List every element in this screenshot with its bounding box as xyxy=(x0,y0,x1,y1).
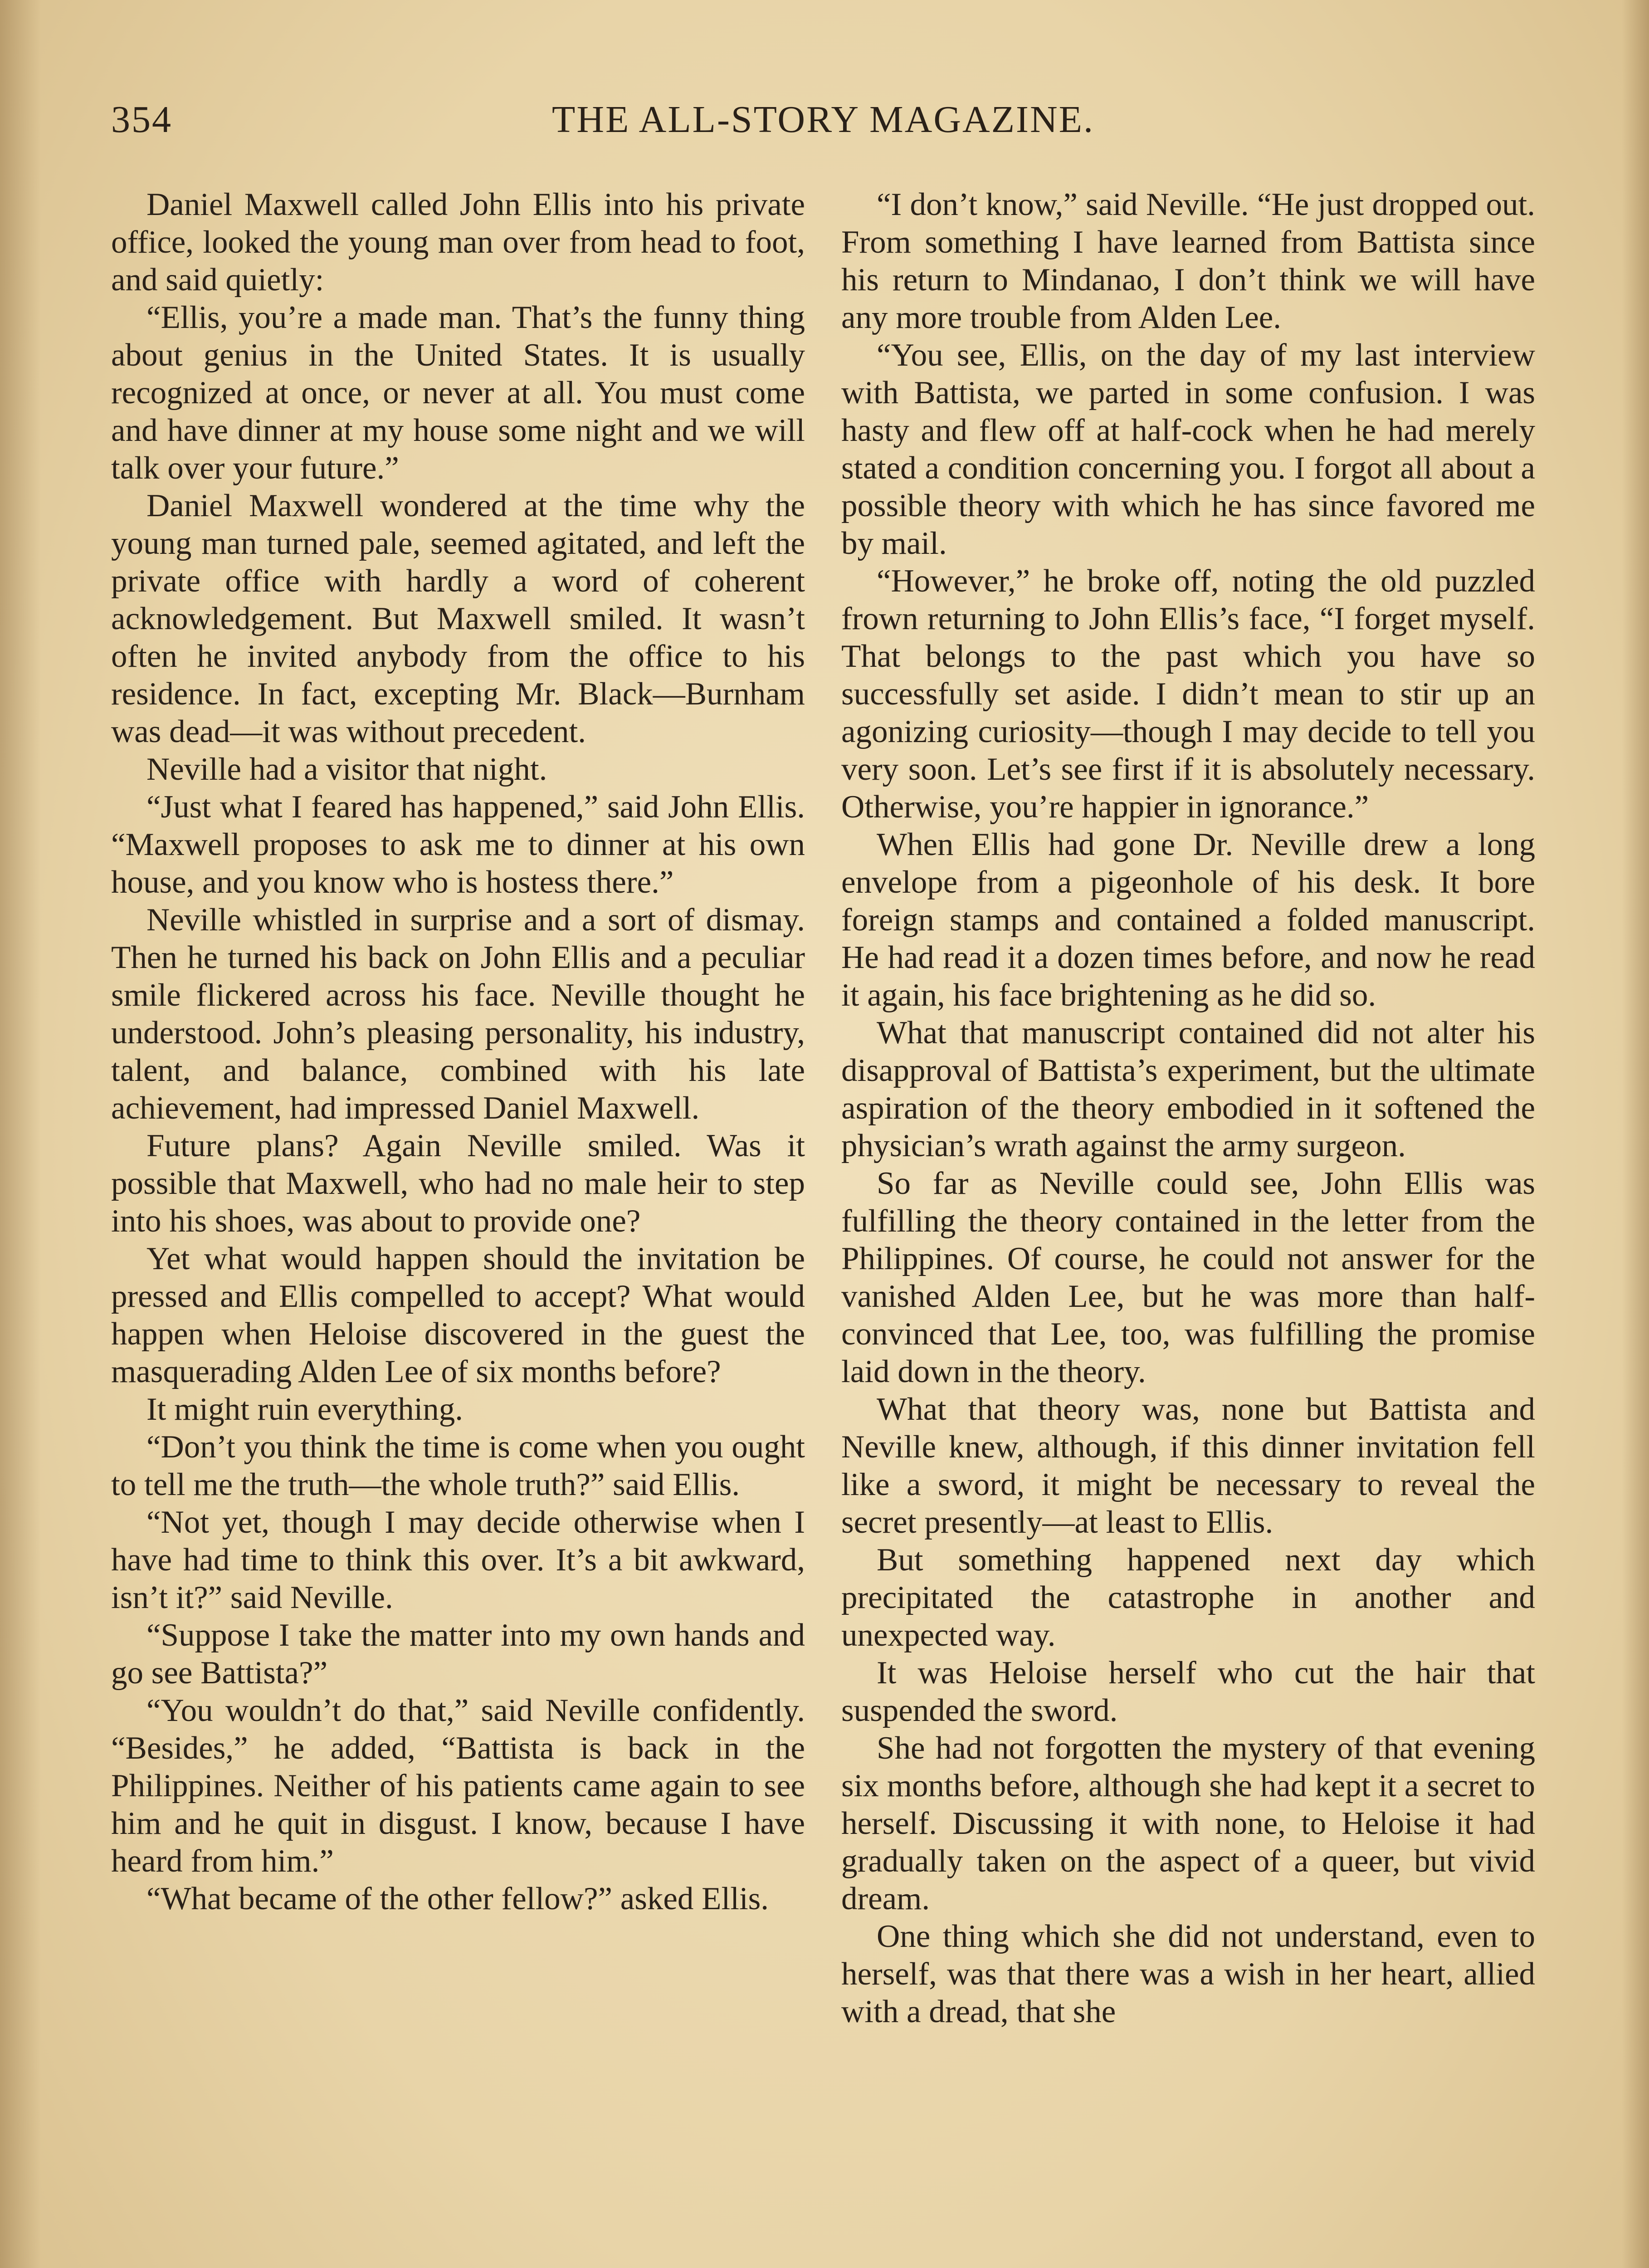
page-edge-shadow-left xyxy=(0,0,41,2268)
paragraph: She had not forgotten the mystery of that evening six months before, although she had kept it a secret to herself. Discussing it with none, to Heloise it had gradually taken on the aspect of a queer, but vivid dream. xyxy=(841,1730,1535,1916)
paragraph: Future plans? Again Neville smiled. Was it possible that Maxwell, who had no male heir to step into his shoes, was about to provide one? xyxy=(111,1128,805,1239)
paragraph: Yet what would happen should the invitation be pressed and Ellis compelled to accept? What would happen when Heloise discovered in the guest the masquerading Alden Lee of six months before? xyxy=(111,1241,805,1389)
paragraph: “You see, Ellis, on the day of my last interview with Battista, we parted in some confusion. I was hasty and flew off at half-cock when he had merely stated a condition concerning you. I forgot all about a possible theory with which he has since favored me by mail. xyxy=(841,337,1535,561)
text-column-left xyxy=(111,186,805,1918)
paragraph: Neville whistled in surprise and a sort of dismay. Then he turned his back on John Ellis and a peculiar smile flickered across his face. Neville thought he understood. John’s pleasing personality, his industry, talent, and balance, combined with his late achievement, had impressed Daniel Maxwell. xyxy=(111,902,805,1126)
paragraph: It was Heloise herself who cut the hair that suspended the sword. xyxy=(841,1655,1535,1728)
paragraph: “However,” he broke off, noting the old puzzled frown returning to John Ellis’s face, “I forget myself. That belongs to the past which you have so successfully set aside. I didn’t mean to stir up an agonizing curiosity—though I may decide to tell you very soon. Let’s see first if it is absolutely necessary. Otherwise, you’re happier in ignorance.” xyxy=(841,563,1535,825)
paragraph: What that theory was, none but Battista and Neville knew, although, if this dinner invitation fell like a sword, it might be necessary to reveal the secret presently—at least to Ellis. xyxy=(841,1392,1535,1540)
page-edge-shadow-right xyxy=(1622,0,1649,2268)
paragraph: Daniel Maxwell wondered at the time why the young man turned pale, seemed agitated, and left the private office with hardly a word of coherent acknowledgement. But Maxwell smiled. It wasn’t often he invited anybody from the office to his residence. In fact, excepting Mr. Black—Burnham was dead—it was without precedent. xyxy=(111,488,805,749)
paragraph: “Just what I feared has happened,” said John Ellis. “Maxwell proposes to ask me to dinner at his own house, and you know who is hostess there.” xyxy=(111,789,805,900)
paragraph: One thing which she did not understand, even to herself, was that there was a wish in her heart, allied with a dread, that she xyxy=(841,1919,1535,2029)
paragraph: Daniel Maxwell called John Ellis into his private office, looked the young man over from head to foot, and said quietly: xyxy=(111,187,805,298)
paragraph: “Don’t you think the time is come when you ought to tell me the truth—the whole truth?” said Ellis. xyxy=(111,1429,805,1502)
page-header xyxy=(111,98,1535,147)
paragraph: Neville had a visitor that night. xyxy=(146,752,547,787)
paragraph: When Ellis had gone Dr. Neville drew a long envelope from a pigeonhole of his desk. It bore foreign stamps and contained a folded manuscript. He had read it a dozen times before, and now he read it again, his face brightening as he did so. xyxy=(841,827,1535,1013)
paragraph: “You wouldn’t do that,” said Neville confidently. “Besides,” he added, “Battista is back in the Philippines. Neither of his patients came again to see him and he quit in disgust. I know, because I have heard from him.” xyxy=(111,1693,805,1879)
text-column-right xyxy=(841,186,1535,2031)
page-number: 354 xyxy=(111,98,172,141)
paragraph: “I don’t know,” said Neville. “He just dropped out. From something I have learned from Battista since his return to Mindanao, I don’t think we will have any more trouble from Alden Lee. xyxy=(841,187,1535,335)
paragraph: “Not yet, though I may decide otherwise when I have had time to think this over. It’s a bit awkward, isn’t it?” said Neville. xyxy=(111,1505,805,1615)
paragraph: “Ellis, you’re a made man. That’s the funny thing about genius in the United States. It is usually recognized at once, or never at all. You must come and have dinner at my house some night and we will talk over your future.” xyxy=(111,300,805,486)
running-head: THE ALL-STORY MAGAZINE. xyxy=(552,98,1094,141)
paragraph: It might ruin everything. xyxy=(146,1392,463,1427)
paragraph: So far as Neville could see, John Ellis was fulfilling the theory contained in the letter from the Philippines. Of course, he could not answer for the vanished Alden Lee, but he was more than half-convinced that Lee, too, was fulfilling the promise laid down in the theory. xyxy=(841,1166,1535,1389)
paragraph: What that manuscript contained did not alter his disapproval of Battista’s experiment, but the ultimate aspiration of the theory embodied in it softened the physician’s wrath against the army surgeon. xyxy=(841,1015,1535,1163)
paragraph: “Suppose I take the matter into my own hands and go see Battista?” xyxy=(111,1618,805,1691)
paragraph: “What became of the other fellow?” asked Ellis. xyxy=(146,1881,769,1916)
paragraph: But something happened next day which precipitated the catastrophe in another and unexpected way. xyxy=(841,1542,1535,1653)
